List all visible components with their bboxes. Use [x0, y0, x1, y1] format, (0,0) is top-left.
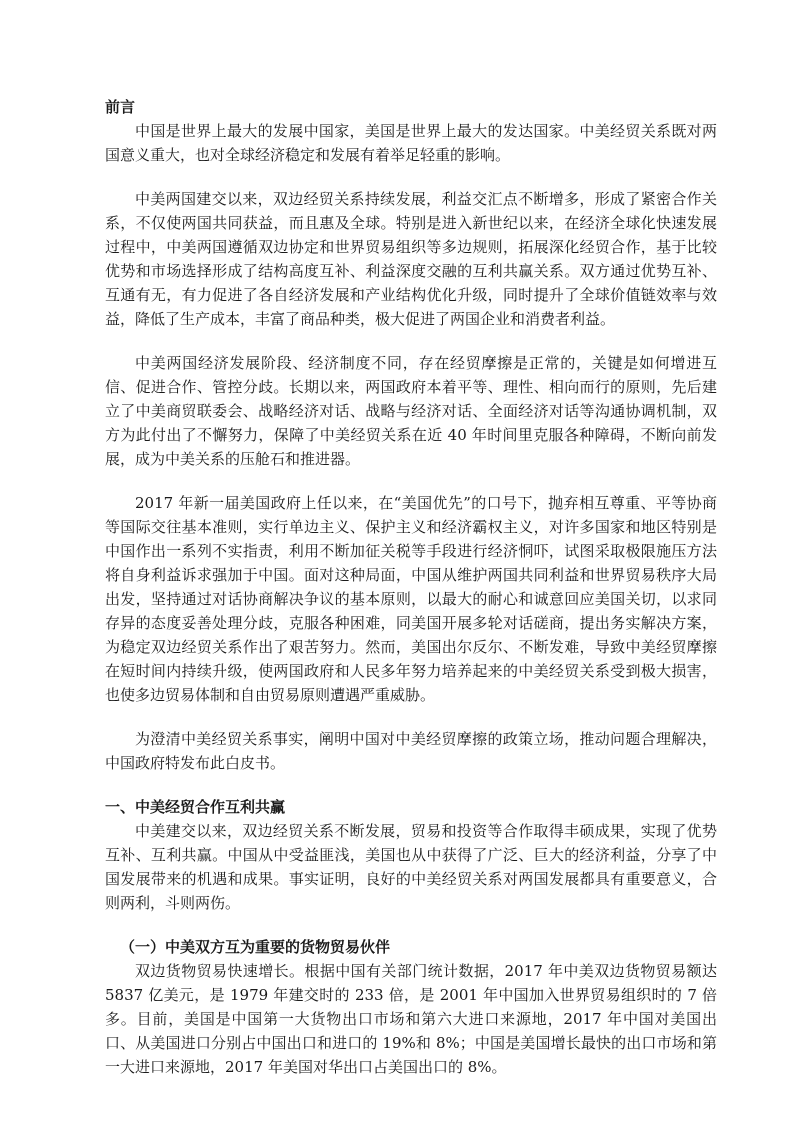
subsection-one-title: （一）中美双方互为重要的货物贸易伙伴	[120, 938, 391, 956]
preface-paragraph-4: 2017 年新一届美国政府上任以来，在“美国优先”的口号下，抛弃相互尊重、平等协商等国际交往基本准则，实行单边主义、保护主义和经济霸权主义，对许多国家和地区特别是中国作出一系列不实指责，利用不断加征关税等手段进行经济恫吓，试图采取极限施压方法将自身利益诉求强加于中国。面对这种局面，中国从维护两国共同利益和世界贸易秩序大局出发，坚持通过对话协商解决争议的基本原则，以最大的耐心和诚意回应美国关切，以求同存异的态度妥善处理分歧，克服各种困难，同美国开展多轮对话磋商，提出务实解决方案，为稳定双边经贸关系作出了艰苦努力。然而，美国出尔反尔、不断发难，导致中美经贸摩擦在短时间内持续升级，使两国政府和人民多年努力培养起来的中美经贸关系受到极大损害，也使多边贸易体制和自由贸易原则遭遇严重威胁。	[105, 494, 717, 704]
preface-paragraph-5: 为澄清中美经贸关系事实，阐明中国对中美经贸摩擦的政策立场，推动问题合理解决，中国政府特发布此白皮书。	[105, 730, 717, 772]
part-one-heading: 一、中美经贸合作互利共赢	[105, 798, 286, 816]
document-body	[105, 95, 717, 1099]
subsection-one-paragraph: 双边货物贸易快速增长。根据中国有关部门统计数据，2017 年中美双边货物贸易额达 5837 亿美元，是 1979 年建交时的 233 倍，是 2001 年中国加入世界贸易组织时的 7 倍多。目前，美国是中国第一大货物出口市场和第六大进口来源地，2017 年中国对美国出口、从美国进口分别占中国出口和进口的 19%和 8%；中国是美国增长最快的出口市场和第一大进口来源地，2017 年美国对华出口占美国出口的 8%。	[105, 962, 717, 1076]
part-one-intro-paragraph: 中美建交以来，双边经贸关系不断发展，贸易和投资等合作取得丰硕成果，实现了优势互补、互利共赢。中国从中受益匪浅，美国也从中获得了广泛、巨大的经济利益，分享了中国发展带来的机遇和成果。事实证明，良好的中美经贸关系对两国发展都具有重要意义，合则两利，斗则两伤。	[105, 822, 717, 912]
preface-paragraph-2: 中美两国建交以来，双边经贸关系持续发展，利益交汇点不断增多，形成了紧密合作关系，不仅使两国共同获益，而且惠及全球。特别是进入新世纪以来，在经济全球化快速发展过程中，中美两国遵循双边协定和世界贸易组织等多边规则，拓展深化经贸合作，基于比较优势和市场选择形成了结构高度互补、利益深度交融的互利共赢关系。双方通过优势互补、互通有无，有力促进了各自经济发展和产业结构优化升级，同时提升了全球价值链效率与效益，降低了生产成本，丰富了商品种类，极大促进了两国企业和消费者利益。	[105, 190, 717, 328]
preface-paragraph-1: 中国是世界上最大的发展中国家，美国是世界上最大的发达国家。中美经贸关系既对两国意义重大，也对全球经济稳定和发展有着举足轻重的影响。	[105, 122, 717, 164]
subsection-one-heading	[105, 935, 717, 959]
preface-heading: 前言	[105, 98, 136, 116]
preface-paragraph-3: 中美两国经济发展阶段、经济制度不同，存在经贸摩擦是正常的，关键是如何增进互信、促进合作、管控分歧。长期以来，两国政府本着平等、理性、相向而行的原则，先后建立了中美商贸联委会、战略经济对话、战略与经济对话、全面经济对话等沟通协调机制，双方为此付出了不懈努力，保障了中美经贸关系在近 40 年时间里克服各种障碍，不断向前发展，成为中美关系的压舱石和推进器。	[105, 354, 717, 468]
